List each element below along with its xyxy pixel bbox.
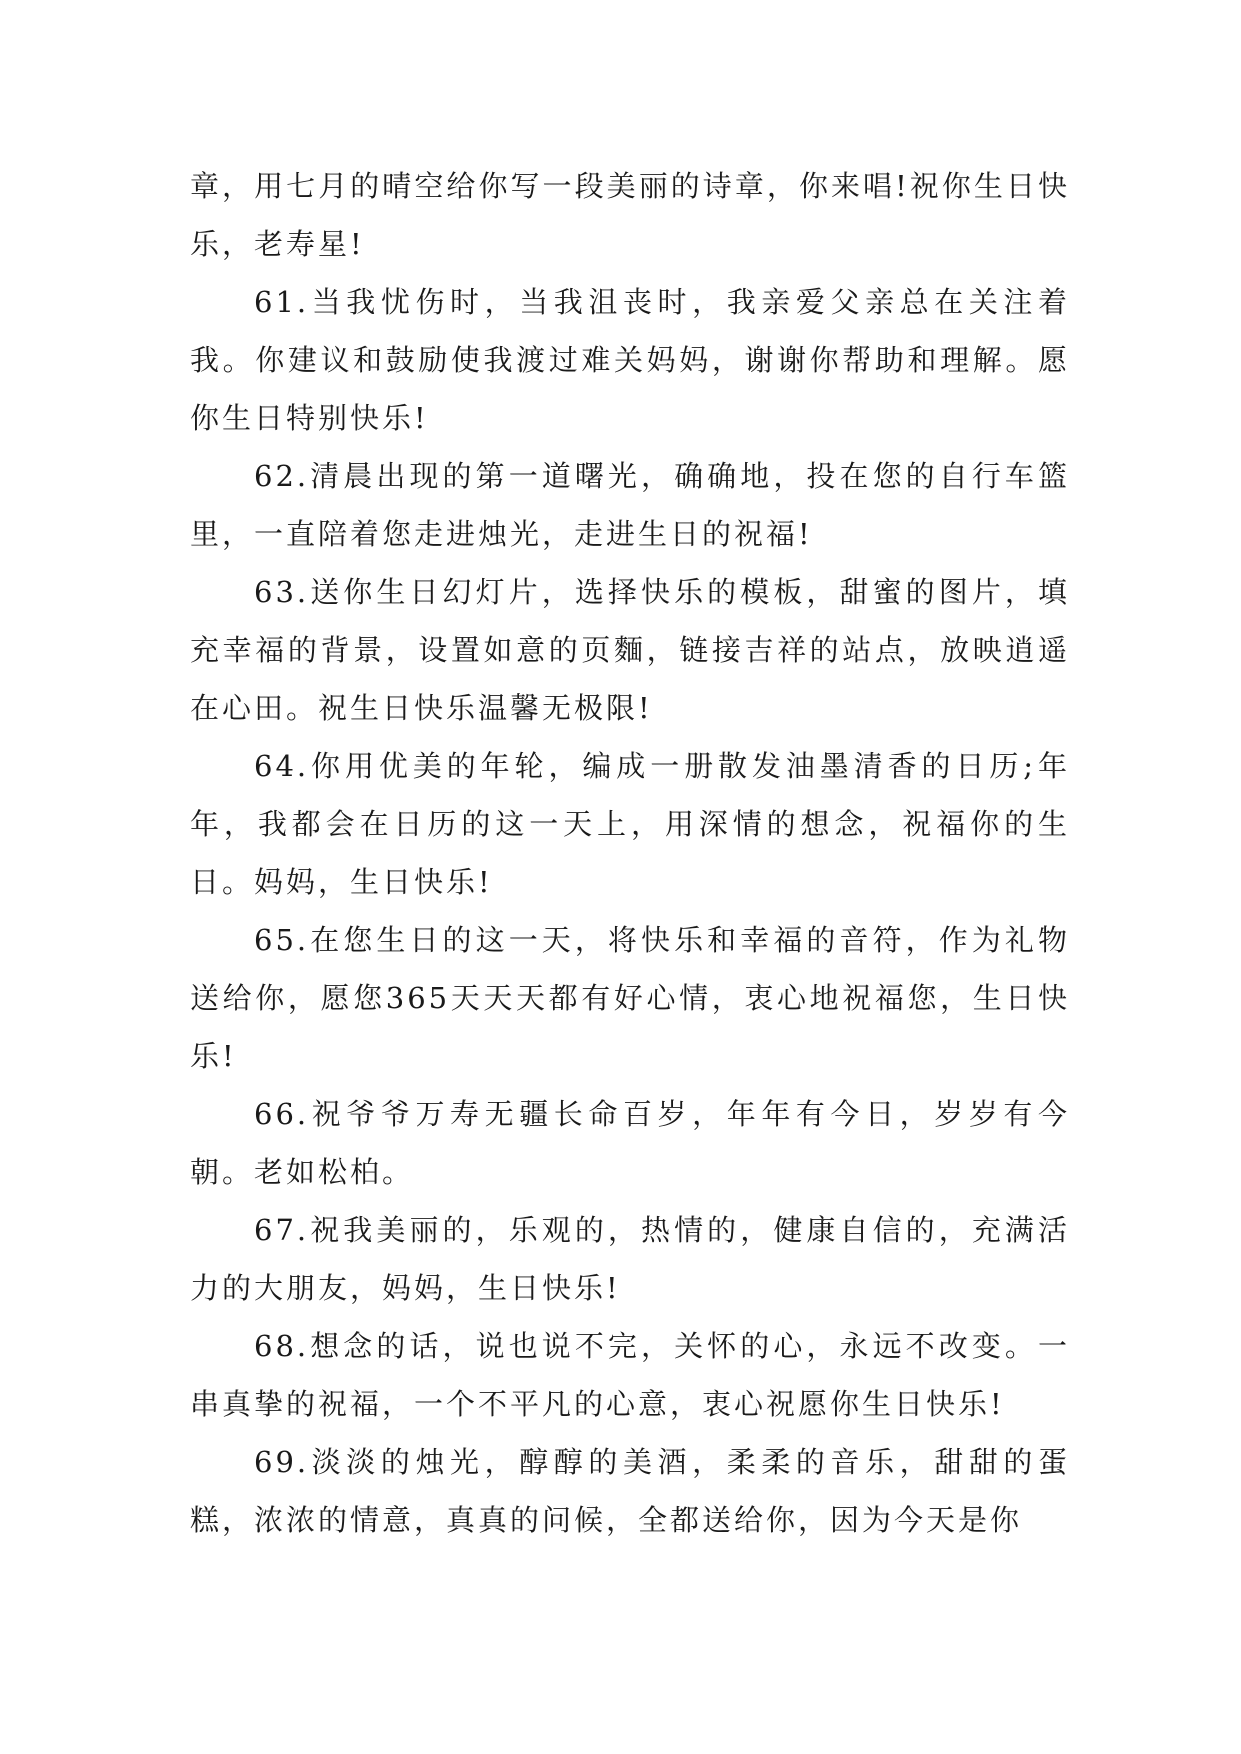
document-body: [190, 157, 1070, 1549]
paragraph-69: 69.淡淡的烛光，醇醇的美酒，柔柔的音乐，甜甜的蛋糕，浓浓的情意，真真的问候，全都送给你，因为今天是你: [190, 1445, 1070, 1537]
paragraph-67: 67.祝我美丽的，乐观的，热情的，健康自信的，充满活力的大朋友，妈妈，生日快乐!: [190, 1213, 1070, 1305]
paragraph-63: 63.送你生日幻灯片，选择快乐的模板，甜蜜的图片，填充幸福的背景，设置如意的页麵，链接吉祥的站点，放映逍遥在心田。祝生日快乐温馨无极限!: [190, 575, 1070, 725]
paragraph-61: 61.当我忧伤时，当我沮丧时，我亲爱父亲总在关注着我。你建议和鼓励使我渡过难关妈妈，谢谢你帮助和理解。愿你生日特别快乐!: [190, 285, 1070, 435]
paragraph-62: 62.清晨出现的第一道曙光，确确地，投在您的自行车篮里，一直陪着您走进烛光，走进生日的祝福!: [190, 459, 1070, 551]
paragraph-66: 66.祝爷爷万寿无疆长命百岁，年年有今日，岁岁有今朝。老如松柏。: [190, 1097, 1070, 1189]
paragraph-64: 64.你用优美的年轮，编成一册散发油墨清香的日历;年年，我都会在日历的这一天上，用深情的想念，祝福你的生日。妈妈，生日快乐!: [190, 749, 1070, 899]
paragraph-65: 65.在您生日的这一天，将快乐和幸福的音符，作为礼物送给你，愿您365天天天都有好心情，衷心地祝福您，生日快乐!: [190, 923, 1070, 1073]
paragraph-68: 68.想念的话，说也说不完，关怀的心，永远不改变。一串真挚的祝福，一个不平凡的心意，衷心祝愿你生日快乐!: [190, 1329, 1070, 1421]
paragraph-continued: 章，用七月的晴空给你写一段美丽的诗章，你来唱!祝你生日快乐，老寿星!: [190, 169, 1070, 261]
